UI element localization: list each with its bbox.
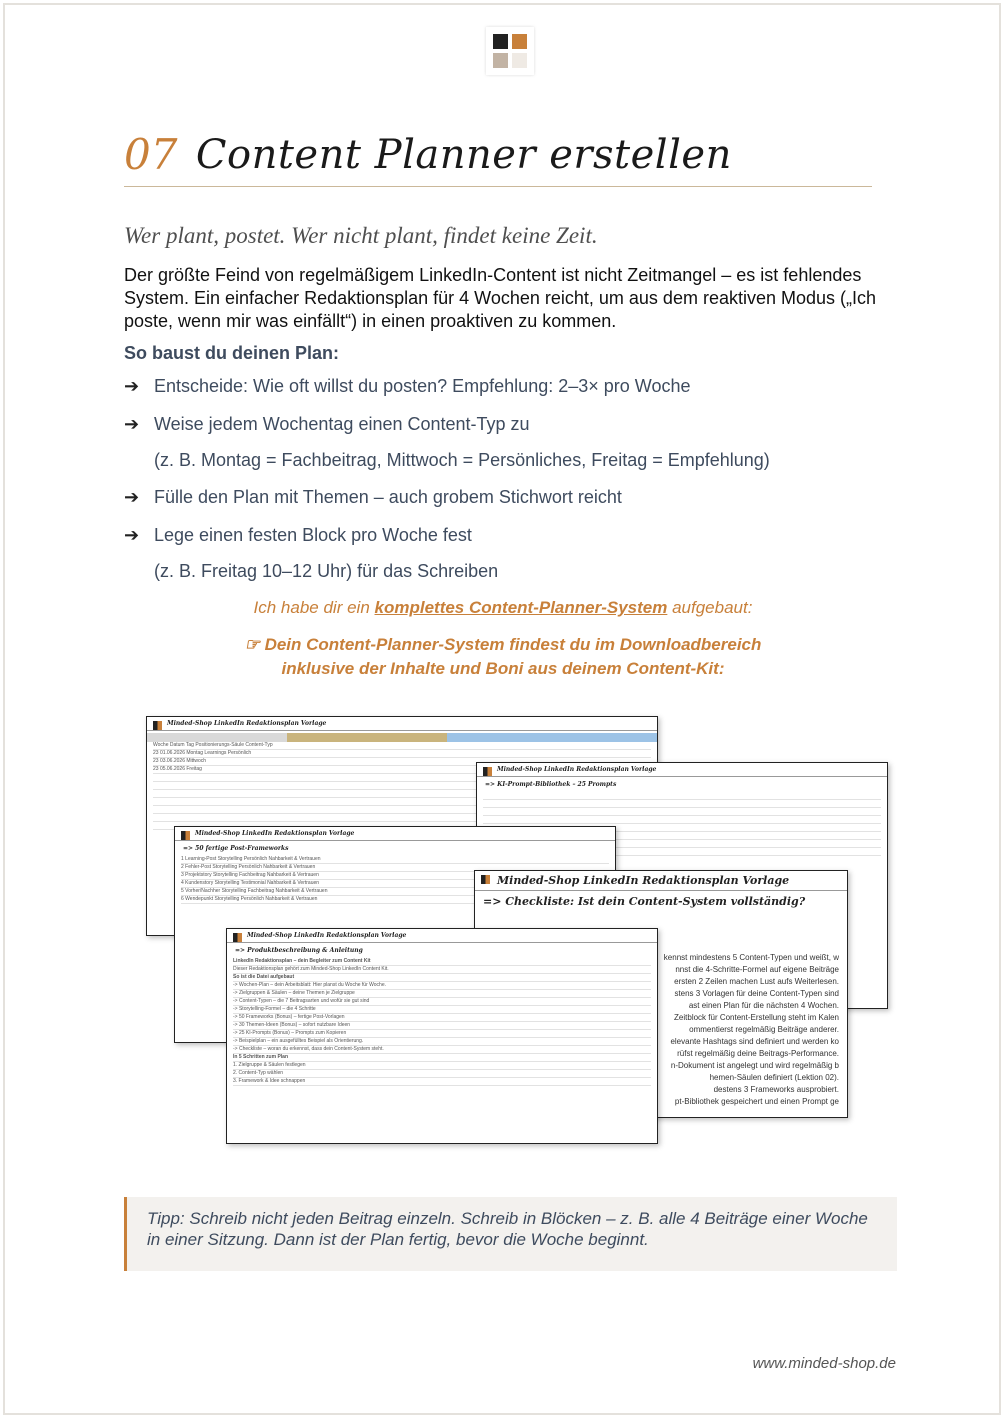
sheet-row: 23 03.06.2026 Mittwoch [153,758,651,766]
sheet-row: Dieser Redaktionsplan gehört zum Minded-Shop LinkedIn Content Kit. [233,966,651,974]
sheet-row: hemen-Säulen definiert (Lektion 02). [709,1073,839,1082]
footer-url: www.minded-shop.de [752,1355,896,1372]
arrow-right-icon: ➔ [124,487,140,507]
download-line-1: Dein Content-Planner-System findest du im Downloadbereich [264,635,762,654]
sheet-row: destens 3 Frameworks ausprobiert. [713,1085,839,1094]
step-text: Entscheide: Wie oft willst du posten? Empfehlung: 2–3× pro Woche [154,376,691,396]
cta-prefix: Ich habe dir ein [253,598,370,617]
step-item [124,414,530,435]
sheet-row: 23 05.06.2026 Freitag [153,766,651,774]
sheet-row: kennst mindestens 5 Content-Typen und weißt, w [663,953,839,962]
sheet-row [483,816,881,824]
step-item [124,487,622,508]
arrow-right-icon: ➔ [124,376,140,396]
sheet-row: pt-Bibliothek gespeichert und einen Prompt ge [674,1097,839,1106]
intro-paragraph: Der größte Feind von regelmäßigem LinkedIn-Content ist nicht Zeitmangel – es ist fehlendes System. Ein einfacher Redaktionsplan für 4 Wochen reicht, um aus dem reaktiven Modus („Ich poste, wenn mir was einfällt“) in einen proaktiven zu kommen. [124,265,877,331]
sheet-row: 2. Content-Typ wählen [233,1070,651,1078]
sheet-row: n-Dokument ist angelegt und wird regelmäßig b [670,1061,839,1070]
sheet-heading: => 50 fertige Post-Frameworks [183,845,289,852]
sheet-row: ommentierst regelmäßig Beiträge anderer. [689,1025,839,1034]
sheet-header-bar [147,733,657,742]
chapter-number: 07 [124,130,178,179]
sheet-row: -> Checkliste – woran du erkennst, dass dein Content-System steht. [233,1046,651,1054]
step-text: Fülle den Plan mit Themen – auch grobem Stichwort reicht [154,487,622,507]
sheet-row: -> 30 Themen-Ideen (Bonus) – sofort nutzbare Ideen [233,1022,651,1030]
section-subtitle: Wer plant, postet. Wer nicht plant, findet keine Zeit. [124,223,598,248]
sheet-row: 6 Wendepunkt Storytelling Persönlich Nahbarkeit & Vertrauen [181,896,609,904]
sheet-row [483,808,881,816]
tip-text: Tipp: Schreib nicht jeden Beitrag einzeln. Schreib in Blöcken – z. B. alle 4 Beiträge einer Woche in einer Sitzung. Dann ist der Plan fertig, bevor die Woche beginnt. [147,1209,868,1249]
chapter-heading [124,130,732,179]
sheet-row: 1 Learning-Post Storytelling Persönlich Nahbarkeit & Vertrauen [181,856,609,864]
download-line-2: inklusive der Inhalte und Boni aus deinem Content-Kit: [281,659,725,678]
arrow-right-icon: ➔ [124,414,140,434]
sheet-description [226,928,658,1144]
sheet-row [483,792,881,800]
sheet-row: Woche Datum Tag Positionierungs-Säule Content-Typ [153,742,651,750]
sheet-row: 23 01.06.2026 Montag Learnings Persönlich [153,750,651,758]
sheet-row: -> Zielgruppen & Säulen – deine Themen je Zielgruppe [233,990,651,998]
step-note: (z. B. Montag = Fachbeitrag, Mittwoch = Persönliches, Freitag = Empfehlung) [154,450,770,470]
sheet-row: Zeitblock für Content-Erstellung steht im Kalen [674,1013,839,1022]
sheet-heading: => Checkliste: Ist dein Content-System vollständig? [483,895,806,908]
sheet-row: nnst die 4-Schritte-Formel auf eigene Beiträge [675,965,839,974]
sheet-row: In 5 Schritten zum Plan [233,1054,651,1062]
cta-suffix: aufgebaut: [672,598,753,617]
sheet-row: LinkedIn Redaktionsplan – dein Begleiter zum Content Kit [233,958,651,966]
step-text: Lege einen festen Block pro Woche fest [154,525,472,545]
tip-box [124,1197,897,1271]
pointing-hand-icon: ☞ [244,635,260,654]
sheet-row: 5 Vorher/Nachher Storytelling Fachbeitrag Nahbarkeit & Vertrauen [181,888,609,896]
sheet-heading: => Produktbeschreibung & Anleitung [235,947,363,954]
sheet-row: -> Storytelling-Formel – die 4 Schritte [233,1006,651,1014]
sheet-row [483,800,881,808]
sheet-row: stens 3 Vorlagen für deine Content-Typen sind [674,989,839,998]
sheet-row: -> 50 Frameworks (Bonus) – fertige Post-Vorlagen [233,1014,651,1022]
download-note [0,633,1006,681]
cta-line [0,598,1006,618]
brand-logo [486,27,534,75]
sheet-row: 4 Kundenstory Storytelling Testimonial Nahbarkeit & Vertrauen [181,880,609,888]
planner-system-link[interactable]: komplettes Content-Planner-System [374,598,668,617]
sheet-row: -> Wochen-Plan – dein Arbeitsblatt: Hier planst du Woche für Woche. [233,982,651,990]
sheet-row: So ist die Datei aufgebaut [233,974,651,982]
sheet-row: ersten 2 Zeilen machen Lust aufs Weiterlesen. [674,977,839,986]
sheet-row: elevante Hashtags sind definiert und werden ko [670,1037,839,1046]
sheet-row: rüfst regelmäßig deine Beitrags-Performance. [677,1049,839,1058]
sheet-title: Minded-Shop LinkedIn Redaktionsplan Vorlage [475,871,847,891]
heading-divider [124,186,872,187]
sheet-row: -> 25 KI-Prompts (Bonus) – Prompts zum Kopieren [233,1030,651,1038]
sheet-title: Minded-Shop LinkedIn Redaktionsplan Vorlage [477,763,887,777]
sheet-row: 3 Projektstory Storytelling Fachbeitrag Nahbarkeit & Vertrauen [181,872,609,880]
planner-screenshot-collage [140,706,900,1146]
step-text: Weise jedem Wochentag einen Content-Typ zu [154,414,530,434]
sheet-row: 3. Framework & Idee schnappen [233,1078,651,1086]
sheet-title: Minded-Shop LinkedIn Redaktionsplan Vorlage [147,717,657,731]
step-note: (z. B. Freitag 10–12 Uhr) für das Schreiben [154,561,499,581]
chapter-title: Content Planner erstellen [195,131,732,178]
sheet-title: Minded-Shop LinkedIn Redaktionsplan Vorlage [175,827,615,841]
sheet-heading: => KI-Prompt-Bibliothek – 25 Prompts [485,781,617,788]
arrow-right-icon: ➔ [124,525,140,545]
step-item [124,525,472,546]
sheet-row: 1. Zielgruppe & Säulen festlegen [233,1062,651,1070]
sheet-title: Minded-Shop LinkedIn Redaktionsplan Vorlage [227,929,657,943]
step-item [124,376,690,397]
sheet-row: 2 Fehler-Post Storytelling Persönlich Nahbarkeit & Vertrauen [181,864,609,872]
sheet-row: -> Content-Typen – die 7 Beitragsarten und wofür sie gut sind [233,998,651,1006]
sheet-row: -> Beispielplan – ein ausgefülltes Beispiel als Orientierung. [233,1038,651,1046]
sheet-row: ast einen Plan für die nächsten 4 Wochen. [688,1001,839,1010]
plan-heading: So baust du deinen Plan: [124,343,340,363]
